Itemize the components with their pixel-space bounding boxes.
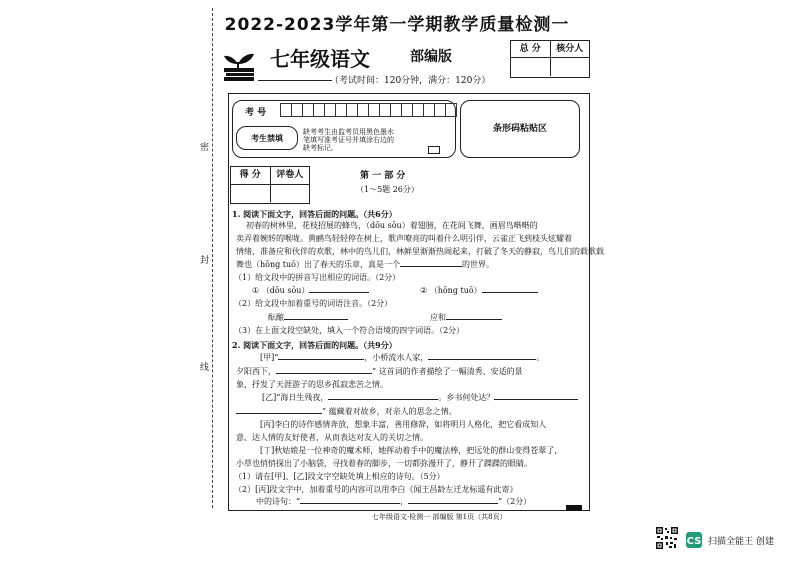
- q2-jia-line1: [甲]“ ，小桥流水人家， 。: [260, 353, 545, 362]
- book-plant-icon: [218, 44, 258, 82]
- subject-title: 七年级语文: [270, 47, 370, 71]
- total-score-cell[interactable]: [511, 58, 550, 76]
- q2-jia-line3: 象，抒发了天涯游子的思乡孤寂悲苦之情。: [236, 380, 388, 389]
- absent-mark-box[interactable]: [428, 146, 440, 154]
- edition-label: 部编版: [410, 49, 452, 65]
- q1-sub1: （1）给文段中的拼音写出相应的词语。（2分）: [234, 273, 401, 282]
- grade-score-cell[interactable]: [231, 185, 270, 202]
- title-underline: [258, 80, 332, 81]
- q2-heading: 2. 阅读下面文字，回答后面的问题。（共9分）: [232, 340, 397, 350]
- q2-bing-line1: [丙]李白的诗作感情奔放，想象丰富，善用修辞，如将明月人格化，把它看成知人: [260, 420, 547, 429]
- q1-sub3: （3）在上面文段空缺处，填入一个符合语境的四字词语。（2分）: [234, 326, 465, 335]
- seal-line: [212, 8, 213, 508]
- q1-heading: 1. 阅读下面文字，回答后面的问题。（共6分）: [232, 209, 397, 219]
- q2-ding-line2: 小草也悄悄探出了小脑袋，寻找着春的脚步，一切都弥漫开了，静开了蹀蹀的眼睛。: [236, 459, 532, 468]
- q1-sub2: （2）给文段中加着重号的词语注音。（2分）: [234, 299, 393, 308]
- seal-label-mi: 密: [200, 143, 210, 153]
- part-subtitle: （1～5题 26分）: [356, 185, 419, 194]
- barcode-area: 条形码粘贴区: [460, 100, 580, 158]
- alignment-mark: [566, 505, 582, 511]
- q2-sub2-line2: 中的诗句：“ ， ”（2分）: [256, 497, 532, 506]
- q2-yi-line1: [乙]“海日生残夜， 。乡书何处达？: [262, 392, 578, 404]
- q1-sub1-a: ① （dōu sōu）: [252, 285, 369, 297]
- q1-passage-line3: 情绪，准备应和伙伴的欢歌，林中的鸟儿们，林鲜里渐渐热闹起来，打破了冬天的静寂，鸟儿们的载歌载: [236, 247, 604, 256]
- exam-number-cells[interactable]: [280, 103, 456, 117]
- q2-jia-line2: 夕阳西下， ” 这首词的作者描绘了一幅清秀、安适的景: [236, 367, 523, 376]
- banned-label: 考生禁填: [236, 126, 298, 150]
- q2-bing-line2: 意、达人情的友好使者，从而表达对友人的关切之情。: [236, 433, 428, 442]
- q1-sub2-a: 酝酿: [268, 312, 348, 324]
- q2-ding-line1: [丁]秋姑娘是一位神奇的魔术师，她挥动着手中的魔法棒，把远处的群山变得苍翠了，: [260, 446, 563, 455]
- watermark-text: 扫描全能王 创建: [708, 537, 774, 547]
- exam-info: （考试时间：120分钟，满分：120分）: [330, 76, 491, 86]
- part-title: 第 一 部 分: [360, 171, 406, 181]
- total-score-table: [510, 40, 590, 78]
- q2-sub2: （2）[丙]段文字中，加着重号的内容可以用李白《闻王昌龄左迁龙标遥有此寄》: [234, 485, 518, 494]
- checker-cell[interactable]: [550, 58, 590, 76]
- grade-reviewer-header: 评卷人: [270, 167, 310, 184]
- exam-title: 2022-2023学年第一学期教学质量检测一: [224, 15, 570, 35]
- qr-code-icon: [655, 526, 679, 550]
- q1-passage-line2: 卖弄着婉转的喉咙。黄鹂鸟轻轻停在树上，歌声嘹亮的叫着什么明引伴，云雀正飞到枝头炫耀着: [236, 234, 572, 243]
- seal-label-xian: 线: [200, 363, 210, 373]
- svg-text:CS: CS: [686, 536, 702, 547]
- scanner-app-icon: [686, 532, 702, 548]
- q1-passage-line4: 舞也（hōng tuō）出了春天的乐章，真是一个 的世界。: [236, 260, 494, 269]
- q1-passage-line1: 初春的树林里，花枝招展的蜂鸟，（dōu sōu）着翅膀，在花间飞舞，画眉鸟啭啭的: [246, 221, 538, 230]
- grade-reviewer-cell[interactable]: [270, 185, 310, 202]
- banned-instructions: 缺考考生由监考员用黑色墨水 笔填写准考证号并填涂右边的 缺考标记。: [303, 128, 394, 152]
- exam-number-label: 考 号: [245, 108, 267, 118]
- page-footer: 七年级语文·检测一 部编版 第1页（共8页）: [372, 513, 507, 521]
- q1-sub1-b: ② （hōng tuō）: [420, 285, 538, 297]
- q1-sub2-b: 应和: [430, 312, 502, 324]
- grade-score-header: 得 分: [239, 170, 261, 180]
- q2-yi-line2: ” 蕴藏着对故乡，对亲人的思念之情。: [236, 406, 457, 418]
- seal-label-feng: 封: [200, 256, 210, 266]
- checker-header: 核分人: [550, 41, 590, 57]
- total-score-header: 总 分: [519, 44, 541, 54]
- grade-table: [230, 166, 310, 204]
- q2-sub1: （1）请在[甲]、[乙]段文字空缺处填上相应的诗句。（5分）: [234, 472, 445, 481]
